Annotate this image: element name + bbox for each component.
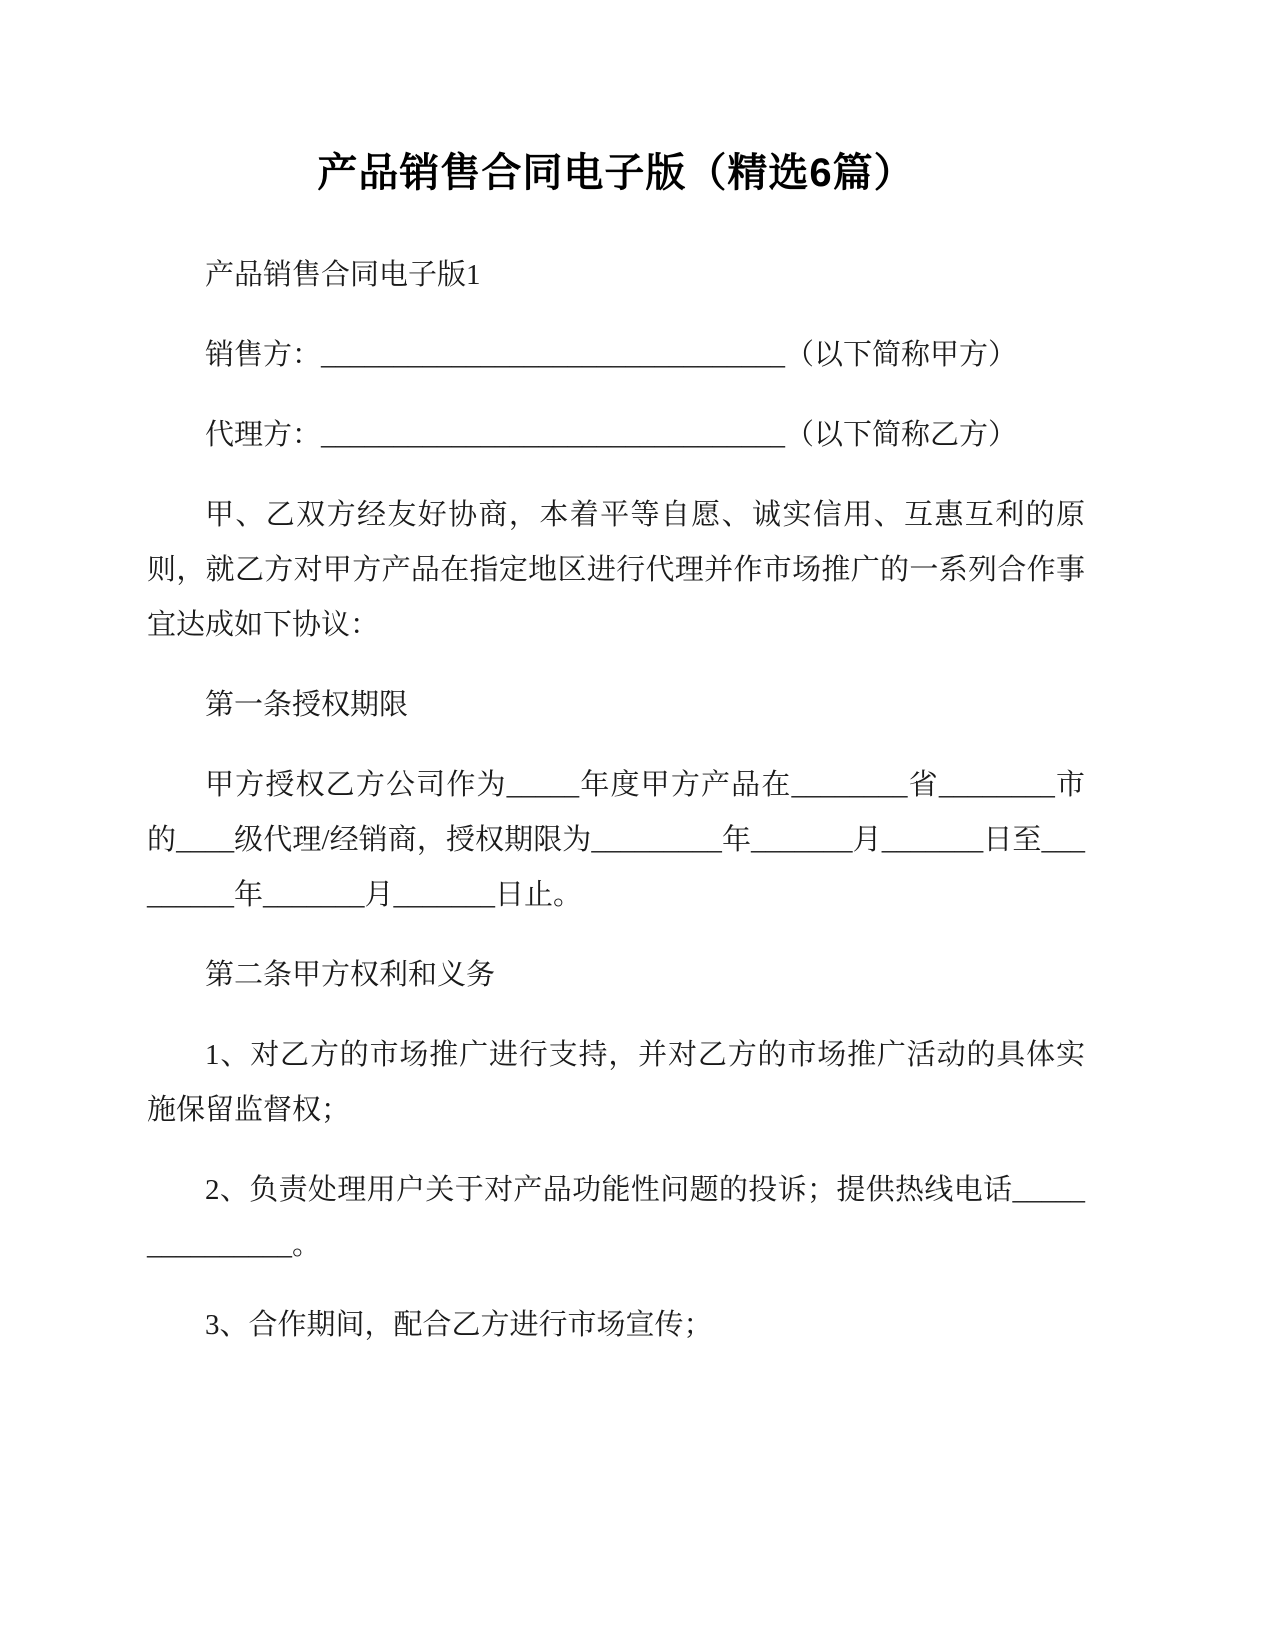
paragraph-clause-1-body: 甲方授权乙方公司作为_____年度甲方产品在________省________市的____级代理/经销商，授权期限为_________年_______月_______日至_________年_______月_______日止。: [147, 769, 1085, 911]
paragraph-preamble: 甲、乙双方经友好协商，本着平等自愿、诚实信用、互惠互利的原则，就乙方对甲方产品在指定地区进行代理并作市场推广的一系列合作事宜达成如下协议：: [147, 499, 1085, 641]
paragraph-clause-2-item-1: 1、对乙方的市场推广进行支持，并对乙方的市场推广活动的具体实施保留监督权；: [147, 1039, 1085, 1126]
paragraph-doc-subtitle: 产品销售合同电子版1: [205, 259, 481, 291]
document-title: 产品销售合同电子版（精选6篇）: [317, 151, 915, 195]
paragraph-seller-line: 销售方：________________________________（以下简称甲方）: [205, 339, 1018, 371]
heading-clause-1: 第一条授权期限: [205, 689, 409, 721]
paragraph-clause-2-item-3: 3、合作期间，配合乙方进行市场宣传；: [205, 1309, 713, 1341]
document-body: [147, 248, 1085, 1353]
heading-clause-2: 第二条甲方权利和义务: [205, 959, 496, 991]
paragraph-agent-line: 代理方：________________________________（以下简称乙方）: [205, 419, 1018, 451]
paragraph-clause-2-item-2: 2、负责处理用户关于对产品功能性问题的投诉；提供热线电话_______________。: [147, 1174, 1085, 1261]
